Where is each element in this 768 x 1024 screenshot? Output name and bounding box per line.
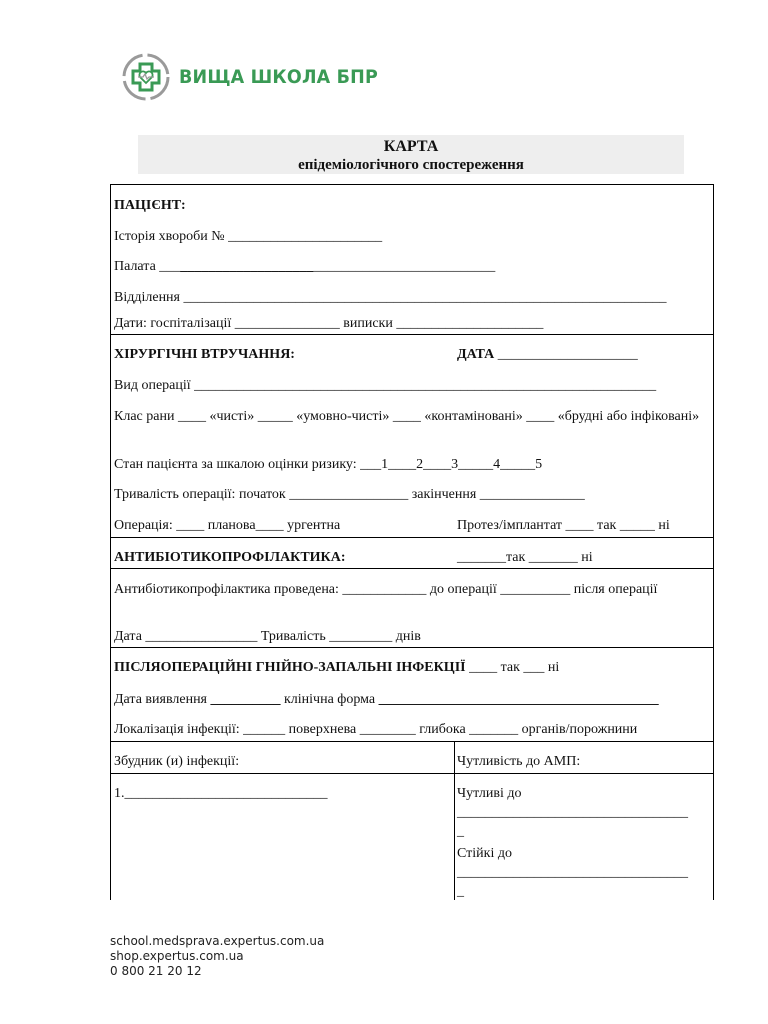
dates-field: Дати: госпіталізації _______________ виписки _____________________ xyxy=(114,316,544,331)
divider xyxy=(111,568,713,569)
infections-heading: ПІСЛЯОПЕРАЦІЙНІ ГНІЙНО-ЗАПАЛЬНІ ІНФЕКЦІЇ xyxy=(114,660,466,675)
pathogen-item-1: 1._____________________________ xyxy=(114,786,328,801)
detection-date-line: __________ xyxy=(210,692,281,707)
document-title: КАРТА xyxy=(383,138,439,155)
department-field: Відділення _____________________________________________________________________ xyxy=(114,290,667,305)
logo-text: ВИЩА ШКОЛА БПР xyxy=(179,66,378,88)
surgery-heading: ХІРУРГІЧНІ ВТРУЧАННЯ: xyxy=(114,347,295,362)
observation-form xyxy=(110,184,714,900)
antibiotic-yes-no: _______так _______ ні xyxy=(457,550,593,565)
antibiotic-performed-field: Антибіотикопрофілактика проведена: ____________ до операції __________ після операції xyxy=(114,582,658,597)
infections-heading-row xyxy=(114,660,559,676)
title-band xyxy=(138,135,684,174)
footer-phone: 0 800 21 20 12 xyxy=(110,964,202,978)
medical-cross-heart-icon xyxy=(121,52,171,102)
divider xyxy=(111,647,713,648)
footer-link-shop[interactable]: shop.expertus.com.ua xyxy=(110,949,244,963)
pathogen-header: Збудник (и) інфекції: xyxy=(114,754,240,769)
operation-kind-field: Операція: ____ планова____ ургентна xyxy=(114,518,341,533)
sensitive-label: Чутливі до xyxy=(457,786,522,801)
sensitive-line: _________________________________ xyxy=(457,805,688,820)
clinical-form-label: клінічна форма xyxy=(280,692,379,707)
antibiotic-heading: АНТИБІОТИКОПРОФІЛАКТИКА: xyxy=(114,550,346,565)
sensitivity-header: Чутливість до АМП: xyxy=(457,754,581,769)
ward-label: Палата ___ xyxy=(114,259,181,274)
sensitive-line-tail: _ xyxy=(457,824,464,839)
footer xyxy=(110,934,324,979)
surgery-date-label: ДАТА xyxy=(457,347,495,362)
ward-field xyxy=(114,259,495,275)
divider xyxy=(111,334,713,335)
divider xyxy=(111,537,713,538)
surgery-date-field xyxy=(457,347,638,363)
clinical-form-line: ________________________________________ xyxy=(378,692,659,707)
implant-field: Протез/імплантат ____ так _____ ні xyxy=(457,518,670,533)
infections-yes-no: ____ так ___ ні xyxy=(465,660,560,675)
column-divider xyxy=(454,741,455,900)
history-field: Історія хвороби № ______________________ xyxy=(114,229,383,244)
antibiotic-date-duration: Дата ________________ Тривалість _________ днів xyxy=(114,629,421,644)
ward-rest: __________________________ xyxy=(313,259,496,274)
logo xyxy=(121,52,395,102)
divider xyxy=(111,773,713,774)
resistant-line: _________________________________ xyxy=(457,865,688,880)
wound-class-field: Клас рани ____ «чисті» _____ «умовно-чисті» ____ «контаміновані» ____ «брудні або інфіковані» xyxy=(114,409,700,424)
detection-field xyxy=(114,692,659,708)
operation-type-field: Вид операції __________________________________________________________________ xyxy=(114,378,657,393)
patient-heading: ПАЦІЄНТ: xyxy=(114,198,186,213)
surgery-date-line: ____________________ xyxy=(494,347,638,362)
ward-underline: ___________________ xyxy=(180,259,314,274)
document-subtitle: епідеміологічного спостереження xyxy=(298,157,524,173)
footer-link-school[interactable]: school.medsprava.expertus.com.ua xyxy=(110,934,325,948)
detection-label: Дата виявлення xyxy=(114,692,211,707)
resistant-label: Стійкі до xyxy=(457,846,512,861)
localization-field: Локалізація інфекції: ______ поверхнева ________ глибока _______ органів/порожнини xyxy=(114,722,638,737)
risk-scale-field: Стан пацієнта за шкалою оцінки ризику: ___1____2____3_____4_____5 xyxy=(114,457,543,472)
duration-field: Тривалість операції: початок _________________ закінчення _______________ xyxy=(114,487,585,502)
divider xyxy=(111,741,713,742)
resistant-line-tail: _ xyxy=(457,884,464,899)
